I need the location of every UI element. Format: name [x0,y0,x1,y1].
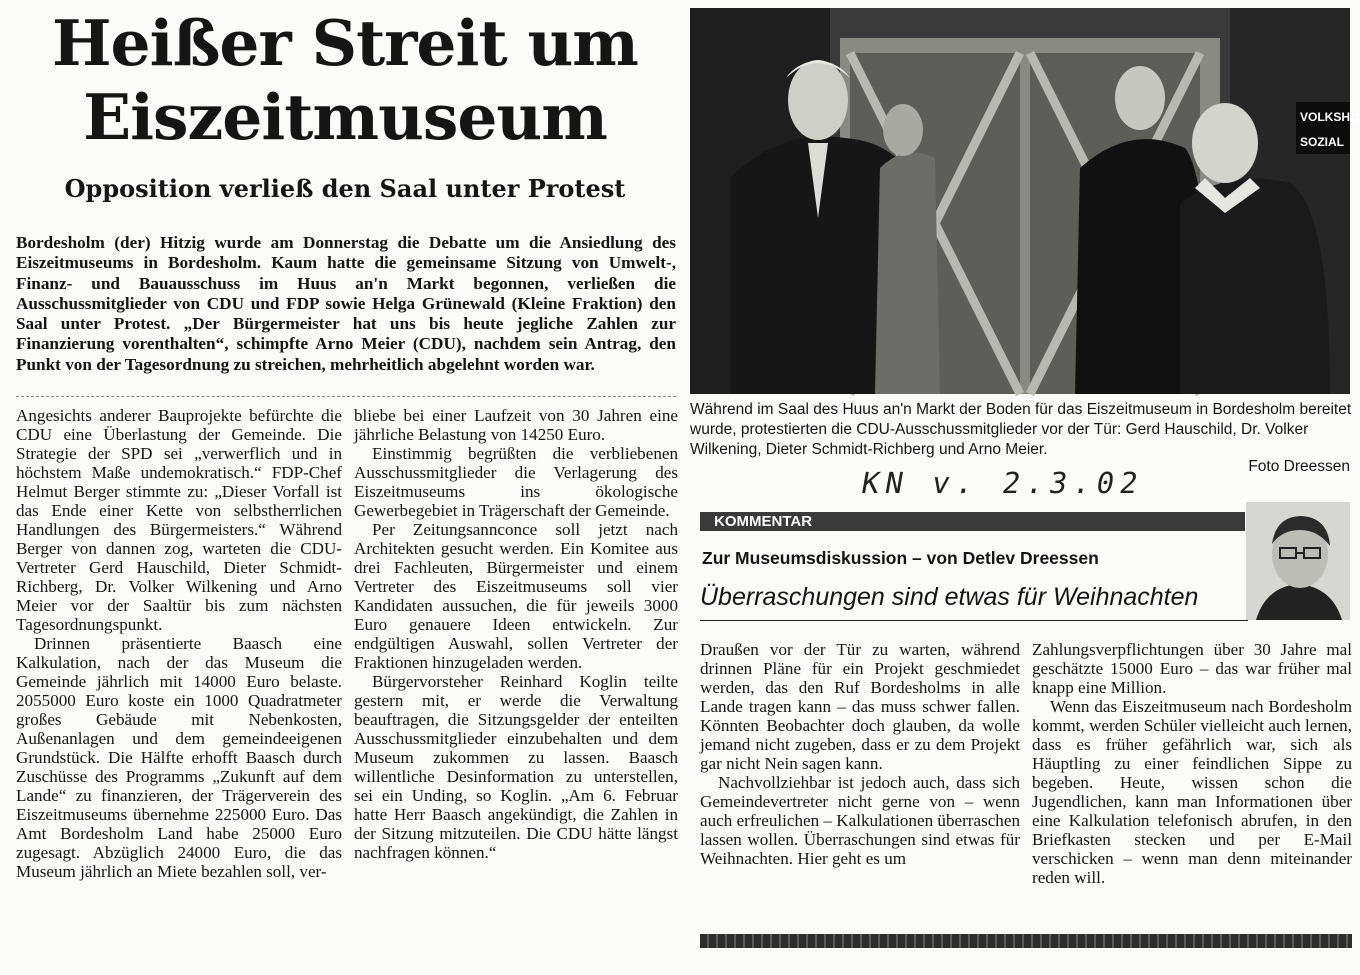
subheadline: Opposition verließ den Saal unter Protest [64,174,626,203]
kommentar-column-1 [700,640,1020,868]
headline: Heißer Streit um Eiszeitmuseum [52,6,638,154]
kommentar-label: KOMMENTAR [714,513,813,530]
article-paragraph: Bürgervorsteher Reinhard Koglin teilte gestern mit, er werde die Verwaltung beauftragen, die Sitzungsgelder der enteilten Ausschussmitglieder einzubehalten und dem Museum zukommen zu lassen. Baasch willentliche Desinformation zu unterstellen, sei ein Unding, so Koglin. „Am 6. Februar hatte Herr Baasch angekündigt, die Zahlen in der Sitzung mitzuteilen. Die CDU hätte längst nachfragen können.“ [354,672,678,862]
author-portrait [1246,502,1350,620]
kommentar-subtitle: Zur Museumsdiskussion – von Detlev Dreessen [702,548,1099,568]
kommentar-title: Überraschungen sind etwas für Weihnachten [700,583,1199,611]
divider [700,620,1248,621]
handwritten-date-note: KN v. 2.3.02 [859,466,1147,500]
article-paragraph: Angesichts anderer Bauprojekte befürchte die CDU eine Überlastung der Gemeinde. Die Strategie der SPD sei „verwerflich und in höchstem Maße undemokratisch.“ FDP-Chef Helmut Berger stimmte zu: „Dieser Vorfall ist das Ende einer Kette von selbstherrlichen Handlungen des Bürgermeisters.“ Während Berger von dannen zog, warteten die CDU-Vertreter Gerd Hauschild, Dieter Schmidt-Richberg, Dr. Volker Wilkening und Arno Meier vor der Saaltür bis zum nächsten Tagesordnungspunkt. [16,406,342,634]
sign-text-1: VOLKSHO [1300,110,1360,124]
kommentar-paragraph: Zahlungsverpflichtungen über 30 Jahre mal geschätzte 15000 Euro – das war früher mal knapp eine Million. [1032,640,1352,697]
article-paragraph: bliebe bei einer Laufzeit von 30 Jahren eine jährliche Belastung von 14250 Euro. [354,406,678,444]
news-photo [690,8,1360,394]
divider [16,396,676,397]
kommentar-paragraph: Draußen vor der Tür zu warten, während drinnen Pläne für ein Projekt geschmiedet werden, das den Ruf Bordesholms in alle Lande tragen kann – das muss schwer fallen. Könnten Beobachter doch glauben, da wolle jemand nicht zugeben, dass er zu dem Projekt gar nicht Nein sagen kann. [700,640,1020,773]
photo-illustration [690,8,1360,394]
bottom-divider [700,934,1352,948]
article-paragraph: Drinnen präsentierte Baasch eine Kalkulation, nach der das Museum die Gemeinde jährlich mit 14000 Euro belaste. 2055000 Euro koste ein 1000 Quadratmeter großes Gebäude mit Nebenkosten, Außenanlagen und dem gemeindeeigenen Grundstück. Die Hälfte erhofft Baasch durch Zuschüsse des Programms „Zukunft auf dem Lande“ zu finanzieren, der Trägerverein des Eiszeitmuseums übernehme 225000 Euro. Das Amt Bordesholm Land habe 25000 Euro zugesagt. Abzüglich 24000 Euro, die das Museum jährlich an Miete bezahlen soll, ver- [16,634,342,881]
lead-paragraph: Bordesholm (der) Hitzig wurde am Donnerstag die Debatte um die Ansiedlung des Eiszeitmuseums in Bordesholm. Kaum hatte die gemeinsame Sitzung von Umwelt-, Finanz- und Bauausschuss im Huus an'n Markt begonnen, verließen die Ausschussmitglieder von CDU und FDP sowie Helga Grünewald (Kleine Fraktion) den Saal unter Protest. „Der Bürgermeister hat uns bis heute jegliche Zahlen zur Finanzierung vorenthalten“, schimpfte Arno Meier (CDU), nachdem sein Antrag, den Punkt von der Tagesordnung zu streichen, mehrheitlich abgelehnt worden war. [16,233,676,374]
portrait-illustration [1246,502,1350,620]
photo-credit: Foto Dreessen [1248,458,1350,475]
article-column-1 [16,406,342,881]
article-column-2 [354,406,678,862]
kommentar-column-2 [1032,640,1352,887]
article-paragraph: Per Zeitungsannconce soll jetzt nach Architekten gesucht werden. Ein Komitee aus drei Fachleuten, Bürgermeister und einem Vertreter des Eiszeitmuseums soll vier Kandidaten aussuchen, die für jeweils 3000 Euro genauere Ideen entwickeln. Zur endgültigen Auswahl, sollen Vertreter der Fraktionen hinzugeladen werden. [354,520,678,672]
kommentar-paragraph: Nachvollziehbar ist jedoch auch, dass sich Gemeindevertreter nicht gerne von – wenn auch erfreulichen – Kalkulationen überraschen lassen wollen. Überraschungen sind etwas für Weihnachten. Hier geht es um [700,773,1020,868]
kommentar-paragraph: Wenn das Eiszeitmuseum nach Bordesholm kommt, werden Schüler vielleicht auch lernen, dass es früher gefährlich war, sich als Häuptling zu einer feindlichen Sippe zu begeben. Heute, wissen schon die Jugendlichen, kann man Informationen über eine Kalkulation telefonisch abrufen, in den Briefkasten stecken und per E-Mail verschicken – wenn man denn miteinander reden will. [1032,697,1352,887]
photo-caption: Während im Saal des Huus an'n Markt der Boden für das Eiszeitmuseum in Bordesholm bereitet wurde, protestierten die CDU-Ausschussmitglieder vor der Tür: Gerd Hauschild, Dr. Volker Wilkening, Dieter Schmidt-Richberg und Arno Meier. [690,401,1352,458]
article-paragraph: Einstimmig begrüßten die verbliebenen Ausschussmitglieder die Verlagerung des Eiszeitmuseums ins ökologische Gewerbegebiet in Trägerschaft der Gemeinde. [354,444,678,520]
sign-text-2: SOZIAL [1300,135,1344,149]
